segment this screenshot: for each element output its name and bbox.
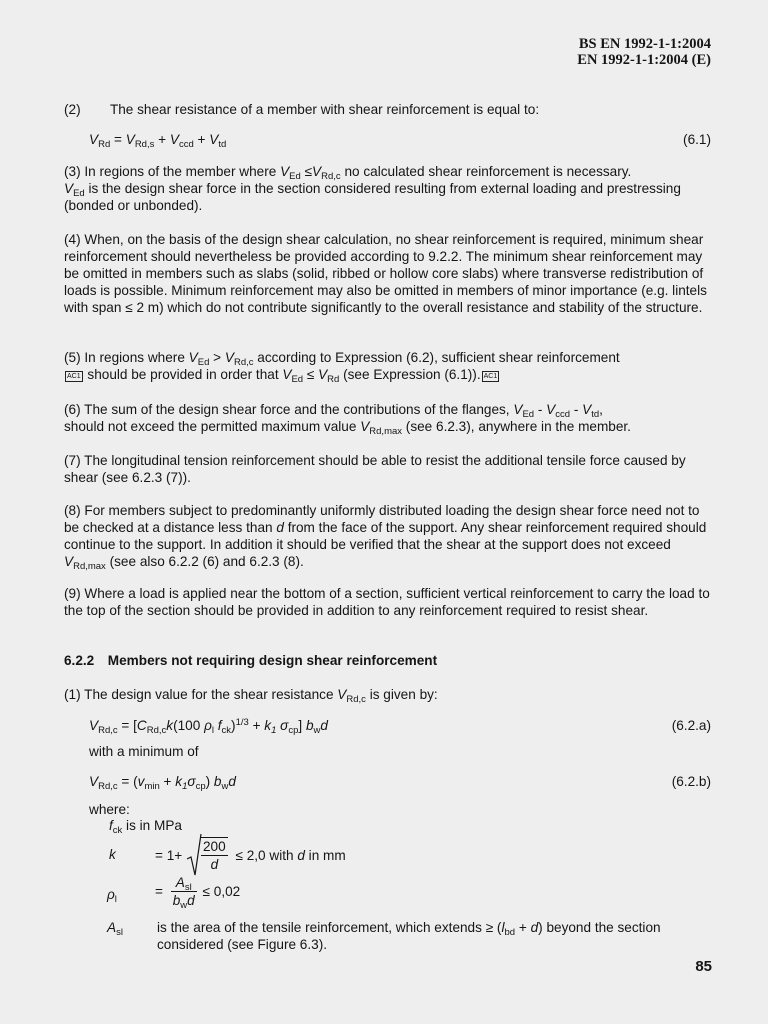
equation-body: $V_{Rd,c} = (v_{min} + k_1\sigma_{cp})$ $b_wd$ [89, 774, 236, 792]
clause-8: (8) For members subject to predominantly uniformly distributed loading the design shear force need not to be checked at a distance less than d from the face of the support. Any shear reinforcement required should continue to the support. In addition it should be verified that the shear at the support does not exceed $V_{Rd,max}$ (see also 6.2.2 (6) and 6.2.3 (8). [64, 503, 707, 572]
amendment-tag-end: AC1 [483, 373, 498, 380]
section-number: 6.2.2 [64, 653, 95, 668]
page-number: 85 [695, 958, 712, 975]
equation-body: $V_{Rd,c} = [C_{Rd,c}k(100$ $\rho_l$ $f_{ck})^{1/3} + k_1$ $\sigma_{cp}$] $b_wd$ [89, 717, 328, 736]
amendment-tag-start: AC1 [67, 373, 81, 380]
clause-3: (3) In regions of the member where $V_{Ed} \le V_{Rd,c}$ no calculated shear reinforcement is necessary. $V_{Ed}$ is the design shear force in the section considered resulting from external loading and prestressing (bonded or unbonded). [64, 164, 681, 213]
section-title: Members not requiring design shear reinforcement [107, 653, 438, 668]
rho-fraction: $\frac{A_{sl}}{b_wd}$ [172, 875, 195, 911]
k-fraction: $\frac{200}{d}$ [203, 839, 226, 872]
equation-6-1 [89, 131, 711, 148]
clause-6: (6) The sum of the design shear force and the contributions of the flanges, $V_{Ed} - V_{ccd} - V_{td}$, should not exceed the permitted maximum value $V_{Rd,max}$ (see 6.2.3), anywhere in the member. [64, 402, 631, 437]
k-definition: = 1+ $\frac{200}{d}$ ≤ 2,0 with d in mm [155, 833, 346, 877]
clause-5: (5) In regions where $V_{Ed} > V_{Rd,c}$ according to Expression (6.2), sufficient shear reinforcement AC1 should be provided in order that $V_{Ed} \le V_{Rd}$ (see Expression (6.1)). AC1 [64, 350, 620, 385]
minimum-note: with a minimum of [89, 744, 199, 759]
clause-4: (4) When, on the basis of the design shear calculation, no shear reinforcement is required, minimum shear reinforcement should nevertheless be provided according to 9.2.2. The minimum shear reinforcement may be omitted in members such as slabs (solid, ribbed or hollow core slabs) where transverse redistribution of loads is possible. Minimum reinforcement may also be omitted in members of minor importance (e.g. lintels with span ≤ 2 m) which do not contribute significantly to the overall resistance and stability of the structure. [64, 232, 707, 315]
header-standard-bs: BS EN 1992-1-1:2004 [578, 36, 711, 52]
equation-body: $V_{Rd} = V_{Rd,s} + V_{ccd} + V_{td}$ [89, 132, 227, 150]
equation-number: (6.2.b) [671, 774, 711, 789]
equation-number: (6.1) [683, 132, 711, 147]
equation-6-2b [89, 773, 711, 790]
clause-2 [64, 101, 712, 118]
document-header [577, 36, 711, 68]
equation-number: (6.2.a) [671, 718, 711, 733]
clause-text: The shear resistance of a member with shear reinforcement is equal to: [109, 102, 540, 117]
asl-definition: is the area of the tensile reinforcement, which extends ≥ $(l_{bd} + d)$ beyond the section considered (see Figure 6.3). [157, 920, 661, 952]
rho-symbol: $\rho_l$ [107, 887, 117, 905]
where-label: where: [89, 802, 130, 817]
section-clause-1: (1) The design value for the shear resistance $V_{Rd,c}$ is given by: [64, 687, 438, 705]
section-heading [64, 652, 437, 669]
header-standard-en: EN 1992-1-1:2004 (E) [577, 52, 711, 68]
equation-6-2a [89, 717, 711, 734]
square-root-icon [186, 833, 202, 877]
clause-9: (9) Where a load is applied near the bottom of a section, sufficient vertical reinforcement to carry the load to the top of the section should be provided in addition to any reinforcement required to resist shear. [64, 586, 710, 618]
fck-definition: $f_{ck}$ is in MPa [109, 818, 182, 836]
k-symbol: k [109, 847, 116, 862]
asl-symbol: $A_{sl}$ [107, 920, 123, 938]
clause-7: (7) The longitudinal tension reinforcement should be able to resist the additional tensile force caused by shear (see 6.2.3 (7)). [64, 453, 686, 485]
clause-number: (2) [64, 102, 81, 117]
rho-definition: = $\frac{A_{sl}}{b_wd}$ ≤ 0,02 [155, 875, 241, 911]
